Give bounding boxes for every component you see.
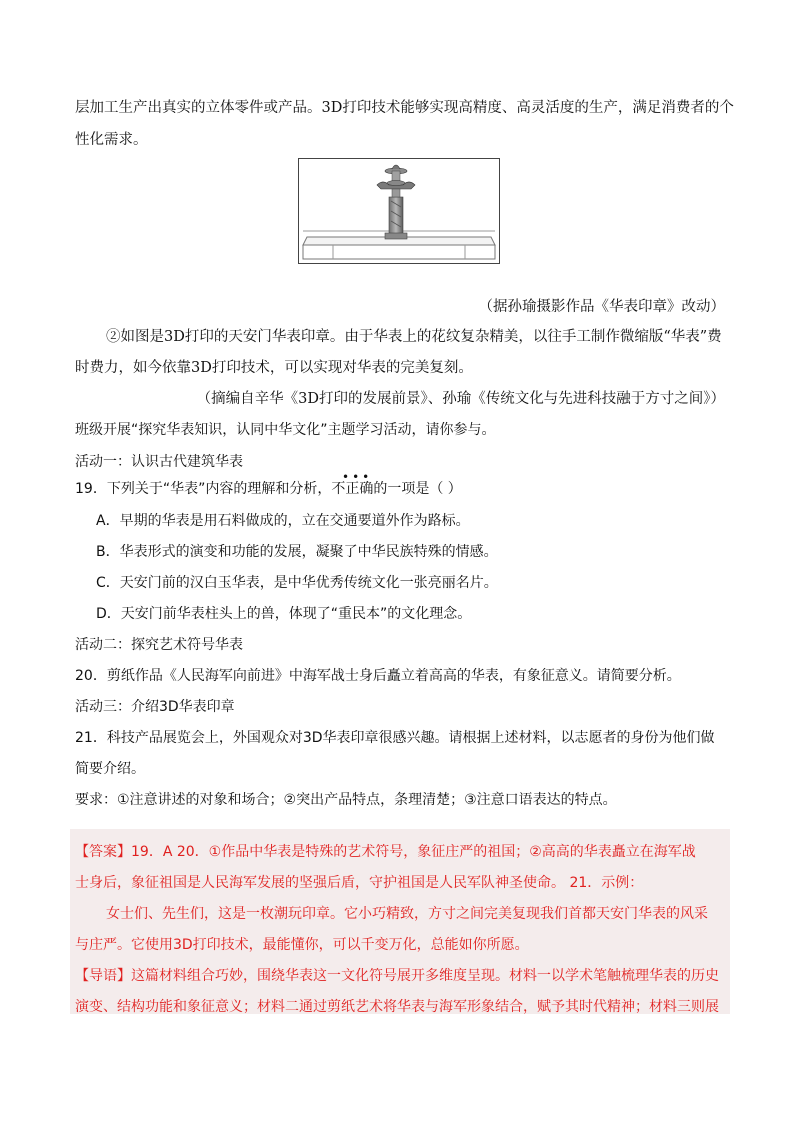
guide-label: 【导语】	[75, 968, 131, 984]
material2-source: （摘编自辛华《3D打印的发展前景》、孙瑜《传统文化与先进科技融于方寸之间》）	[196, 391, 725, 407]
q21-line-2: 简要介绍。	[75, 761, 145, 777]
huabiao-seal-figure	[298, 158, 500, 264]
q21-requirement: 要求：①注意讲述的对象和场合；②突出产品特点，条理清楚；③注意口语表达的特点。	[75, 792, 617, 808]
intro-line-1: 层加工生产出真实的立体零件或产品。3D打印技术能够实现高精度、高灵活度的生产，满足消费者的个	[75, 100, 734, 116]
guide-line-2: 演变、结构功能和象征意义；材料二通过剪纸艺术将华表与海军形象结合，赋予其时代精神；材料三则展	[75, 999, 719, 1015]
figure-caption: （据孙瑜摄影作品《华表印章》改动）	[478, 299, 725, 315]
activity-1-heading: 活动一：认识古代建筑华表	[75, 454, 243, 470]
activity-3-heading: 活动三：介绍3D华表印章	[75, 699, 235, 715]
huabiao-seal-image	[299, 159, 499, 263]
answer-line-3: 女士们、先生们，这是一枚潮玩印章。它小巧精致，方寸之间完美复现我们首都天安门华表的风采	[106, 906, 708, 922]
q20-stem: 20．剪纸作品《人民海军向前进》中海军战士身后矗立着高高的华表，有象征意义。请简要分析。	[75, 668, 681, 684]
material2-line-2: 时费力，如今依靠3D打印技术，可以实现对华表的完美复刻。	[75, 360, 473, 376]
q19-stem: 19．下列关于“华表”内容的理解和分析，不正确的一项是（ ）	[75, 481, 462, 497]
guide-text-1: 这篇材料组合巧妙，围绕华表这一文化符号展开多维度呈现。材料一以学术笔触梳理华表的历史	[131, 968, 719, 984]
answer-label: 【答案】	[75, 844, 131, 860]
answer-line-4: 与庄严。它使用3D打印技术，最能懂你，可以千变万化，总能如你所愿。	[75, 937, 529, 953]
emphasis-dots: •••	[342, 470, 373, 484]
material2-line-1: ②如图是3D打印的天安门华表印章。由于华表上的花纹复杂精美，以往手工制作微缩版“华表”费	[106, 329, 722, 345]
q19-option-a: A．早期的华表是用石料做成的，立在交通要道外作为路标。	[96, 513, 470, 529]
q19-option-b: B．华表形式的演变和功能的发展，凝聚了中华民族特殊的情感。	[96, 544, 498, 560]
activity-2-heading: 活动二：探究艺术符号华表	[75, 637, 243, 653]
guide-line-1	[75, 966, 719, 986]
q19-option-d: D．天安门前华表柱头上的兽，体现了“重民本”的文化理念。	[96, 606, 472, 622]
answer-line-1	[75, 842, 696, 862]
answer-text-1: 19．A 20．①作品中华表是特殊的艺术符号，象征庄严的祖国；②高高的华表矗立在海军战	[131, 844, 696, 860]
answer-line-2: 士身后，象征祖国是人民海军发展的坚强后盾，守护祖国是人民军队神圣使命。 21．示例：	[75, 875, 644, 891]
q19-option-c: C．天安门前的汉白玉华表，是中华优秀传统文化一张亮丽名片。	[96, 575, 498, 591]
activity-intro: 班级开展“探究华表知识，认同中华文化”主题学习活动，请你参与。	[75, 422, 496, 438]
intro-line-2: 性化需求。	[75, 132, 148, 148]
q21-line-1: 21．科技产品展览会上，外国观众对3D华表印章很感兴趣。请根据上述材料，以志愿者的身份为他们做	[75, 730, 715, 746]
